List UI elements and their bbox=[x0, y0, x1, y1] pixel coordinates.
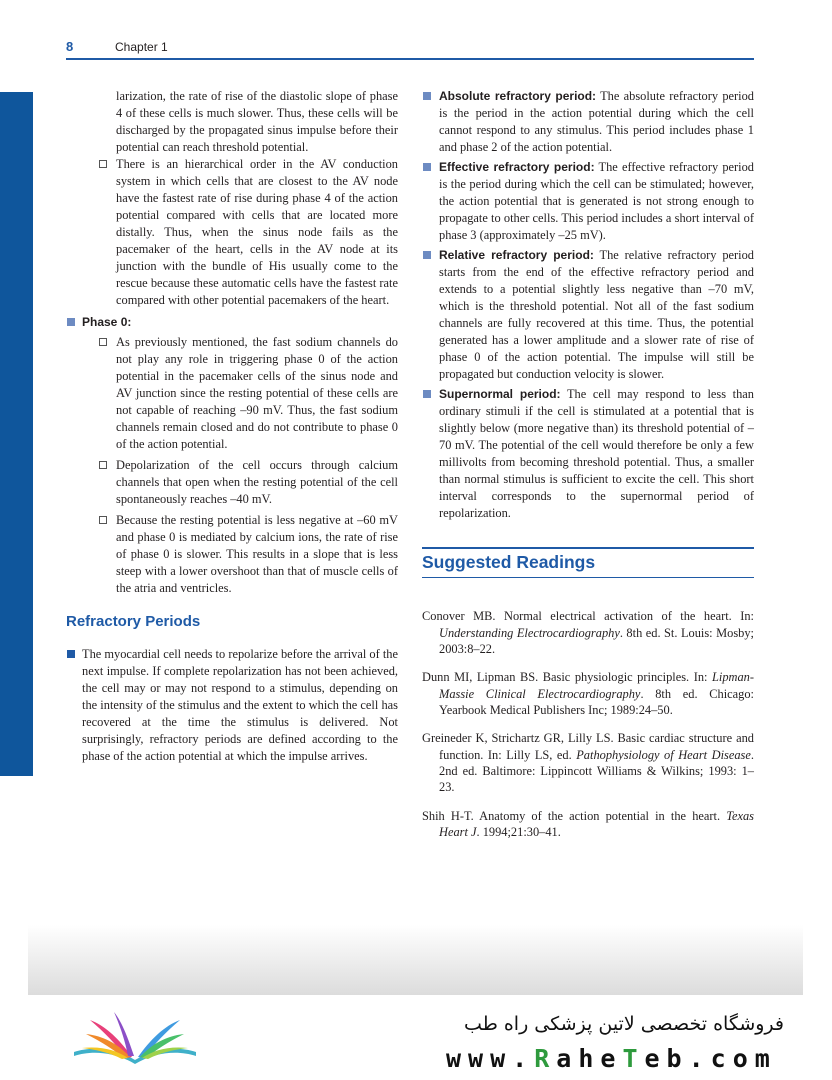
square-bullet-icon bbox=[423, 92, 431, 100]
reference-item: Shih H-T. Anatomy of the action potential in the heart. Texas Heart J. 1994;21:30–41. bbox=[422, 808, 754, 839]
right-column bbox=[422, 88, 754, 525]
chapter-label: Chapter 1 bbox=[115, 40, 168, 54]
bullet-text: The relative refractory period starts from the end of the effective refractory period and extends to a potential slightly less negative than –70 mV, which is the threshold potential. Not all of the fast sodium channels are fully recovered at this time. Thus, the potential generated has a lower amplitude and a slower rate of rise of phase 0 of the action potential. The impulse will still be propagated but conduction velocity is slower. bbox=[439, 248, 754, 381]
bullet-term: Effective refractory period: bbox=[439, 160, 595, 174]
bullet-text: The effective refractory period is the period during which the cell can be stimulated; however, the action potential that is generated is not strong enough to propagate to other cells. This period includes a short interval of phase 3 (approximately –25 mV). bbox=[439, 160, 754, 242]
square-bullet-icon bbox=[423, 390, 431, 398]
hollow-square-icon bbox=[99, 160, 107, 168]
square-bullet-icon bbox=[67, 318, 75, 326]
bullet-absolute-refractory bbox=[422, 88, 754, 156]
bullet-term: Phase 0: bbox=[82, 315, 132, 329]
reference-item: Greineder K, Strichartz GR, Lilly LS. Basic cardiac structure and function. In: Lilly LS, ed. Pathophysiology of Heart Disease. 2nd ed. Baltimore: Lippincott Williams & Wilkins; 1993: 1– 23. bbox=[422, 731, 754, 794]
heading-rule-bottom bbox=[422, 577, 754, 578]
header-rule bbox=[66, 58, 754, 60]
section-heading-refractory: Refractory Periods bbox=[66, 613, 201, 630]
bullet-term: Absolute refractory period: bbox=[439, 89, 597, 103]
section-heading-suggested: Suggested Readings bbox=[422, 551, 596, 572]
bullet-relative-refractory bbox=[422, 247, 754, 383]
shop-url: www.RaheTeb.com bbox=[446, 1044, 777, 1073]
side-thumb-tab bbox=[0, 92, 33, 776]
bullet-text: The cell may respond to less than ordinary stimuli if the cell is stimulated at a potential that is slightly below (more negative than) its threshold potential of –70 mV. The potential of the cell would therefore be only a few millivolts from becoming threshold potential. Thus, a smaller than normal stimulus is sufficient to excite the cell. This short interval corresponds to the supernormal period of repolarization. bbox=[439, 387, 754, 520]
bullet-text: The absolute refractory period is the period in the action potential during which the cell cannot respond to any stimulus. This period includes phase 1 and phase 2 of the action potential. bbox=[439, 89, 754, 154]
square-bullet-icon bbox=[67, 650, 75, 658]
square-bullet-icon bbox=[423, 251, 431, 259]
sub-bullet-resting-potential bbox=[66, 512, 398, 597]
bullet-text: The myocardial cell needs to repolarize before the arrival of the next impulse. If complete repolarization has not been achieved, the cell may or may not respond to a stimulus, depending on the intensity of the stimulus and the extent to which the cell has recovered at the time the stimulus is delivered. Not surprisingly, refractory periods are defined according to the phase of the action potential at which the impulse arrives. bbox=[82, 647, 398, 763]
reference-item: Dunn MI, Lipman BS. Basic physiologic principles. In: Lipman-Massie Clinical Electrocardiography. 8th ed. Chicago: Yearbook Medical Publishers Inc; 1989:24–50. bbox=[422, 670, 754, 717]
sub-bullet-text: As previously mentioned, the fast sodium channels do not play any role in triggering phase 0 of the action potential in the pacemaker cells of the sinus node and AV junction since the resting potential of these cells are not capable of reaching –90 mV. Thus, the fast sodium channels remain closed and do not contribute to phase 0 of the action potential. bbox=[116, 335, 398, 451]
bullet-phase-0 bbox=[66, 314, 398, 331]
reference-item: Conover MB. Normal electrical activation of the heart. In: Understanding Electrocardiography. 8th ed. St. Louis: Mosby; 2003:8–22. bbox=[422, 609, 754, 656]
sub-bullet-text: There is an hierarchical order in the AV conduction system in which cells that are closest to the AV node have the fastest rate of rise during phase 4 of the action potential compared with cells that are located more distally. Thus, when the sinus node fails as the pacemaker of the heart, cells in the AV node at its junction with the bundle of His usually come to the rescue because these automatic cells have the fastest rate compared with other potential pacemakers of the heart. bbox=[116, 157, 398, 307]
suggested-readings-header bbox=[422, 547, 754, 578]
hollow-square-icon bbox=[99, 461, 107, 469]
sub-bullet-av-hierarchy bbox=[66, 156, 398, 309]
continued-paragraph: larization, the rate of rise of the diastolic slope of phase 4 of these cells is much slower. Thus, these cells will be discharged by the propagated sinus impulse before their potential can reach threshold potential. bbox=[116, 89, 398, 154]
sub-bullet-text: Depolarization of the cell occurs through calcium channels that open when the resting potential of the cell spontaneously reaches –40 mV. bbox=[116, 458, 398, 506]
sub-bullet-sodium bbox=[66, 334, 398, 453]
bullet-term: Supernormal period: bbox=[439, 387, 561, 401]
reference-list bbox=[422, 596, 754, 841]
open-book-logo-icon bbox=[70, 1010, 200, 1066]
bullet-refractory bbox=[66, 646, 398, 765]
footer-shade bbox=[28, 925, 803, 995]
sub-bullet-text: Because the resting potential is less negative at –60 mV and phase 0 is mediated by calcium ions, the rate of rise of phase 0 is slower. This results in a slope that is less steep with a lower overshoot than that of muscle cells of the atria and ventricles. bbox=[116, 513, 398, 595]
shop-name: فروشگاه تخصصی لاتین پزشکی راه طب bbox=[464, 1013, 784, 1035]
hollow-square-icon bbox=[99, 516, 107, 524]
bullet-supernormal bbox=[422, 386, 754, 522]
page-number: 8 bbox=[66, 39, 74, 54]
square-bullet-icon bbox=[423, 163, 431, 171]
left-column bbox=[66, 88, 398, 768]
sub-bullet-calcium bbox=[66, 457, 398, 508]
hollow-square-icon bbox=[99, 338, 107, 346]
bullet-term: Relative refractory period: bbox=[439, 248, 594, 262]
bullet-effective-refractory bbox=[422, 159, 754, 244]
